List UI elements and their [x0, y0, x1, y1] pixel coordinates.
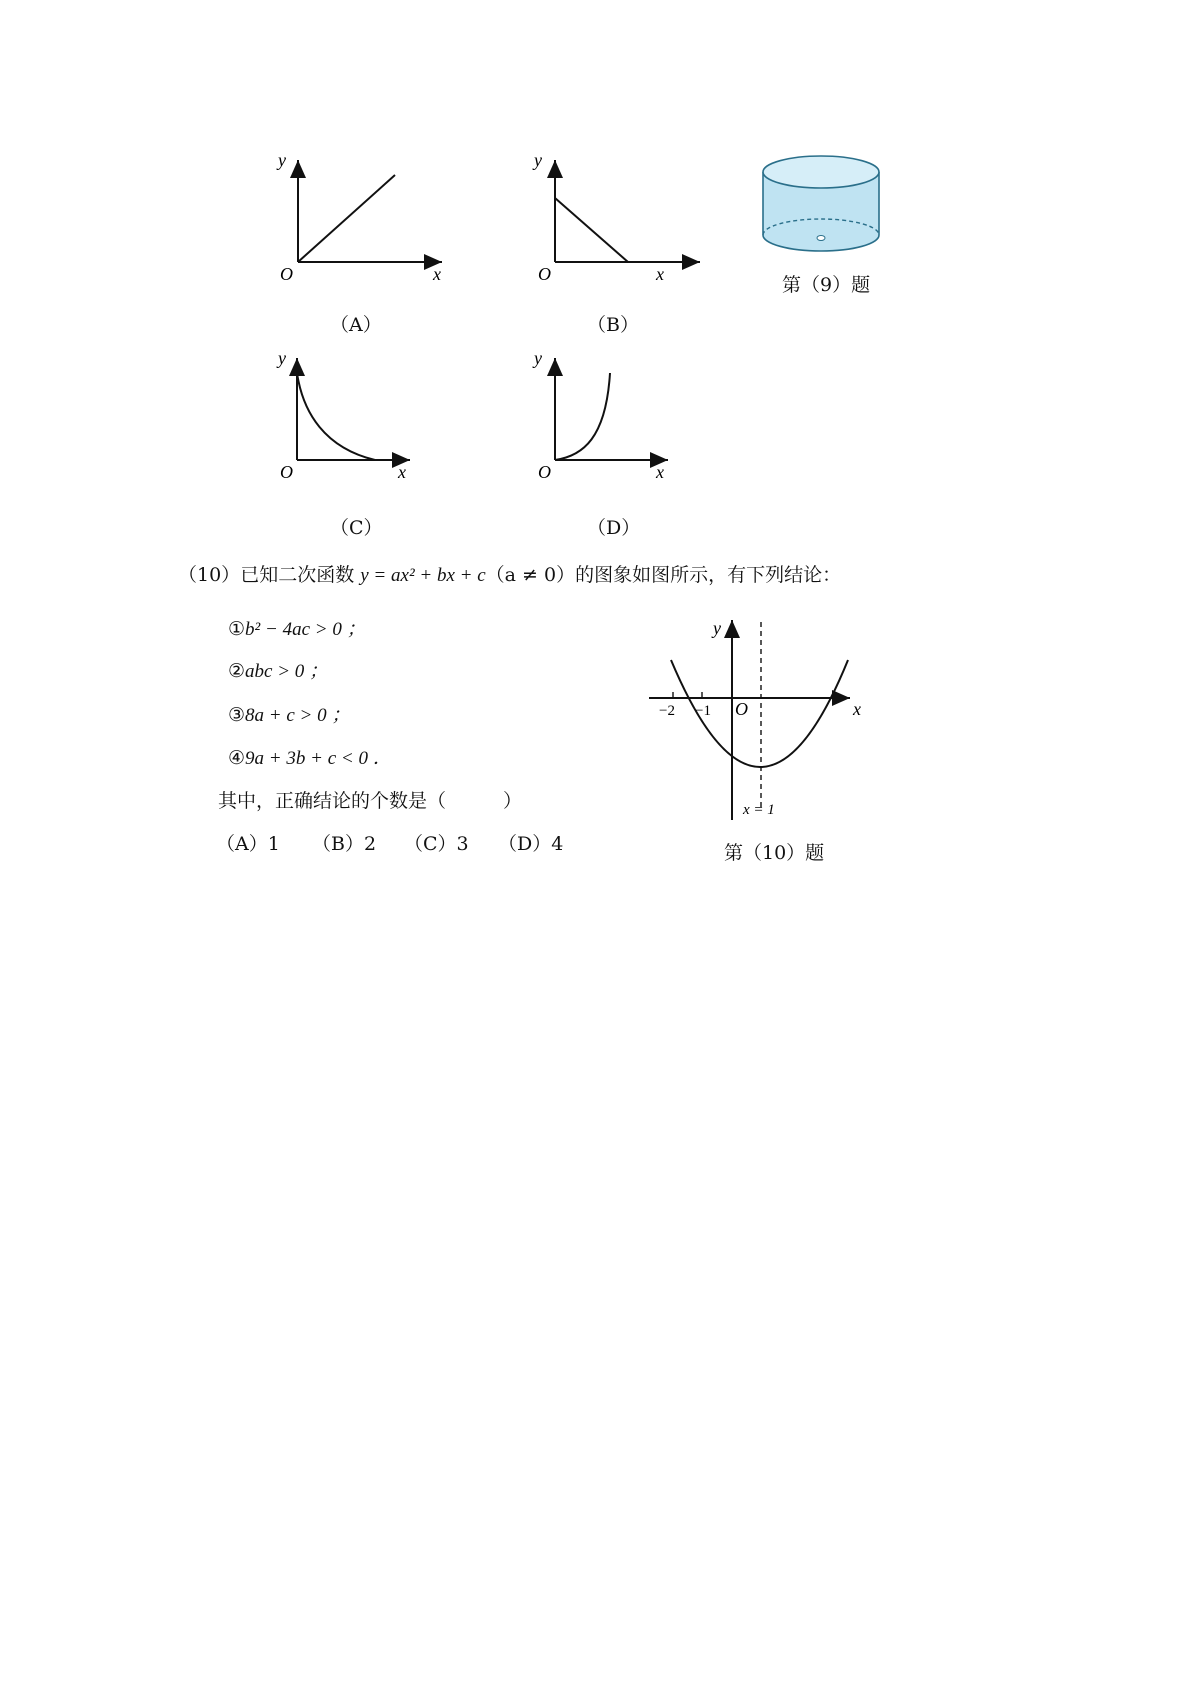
- conclusion-text: abc > 0 ；: [245, 661, 329, 682]
- origin-label: O: [735, 699, 748, 719]
- x-label: x: [656, 462, 664, 482]
- cylinder-figure: [745, 150, 895, 260]
- q10-figure-caption: 第（10）题: [724, 842, 825, 864]
- q10-stem-after: 的图象如图所示，有下列结论：: [575, 564, 842, 586]
- conclusion-mark: ④: [228, 747, 246, 769]
- x-label: x: [853, 699, 861, 719]
- conclusion-4: [228, 743, 392, 770]
- conclusion-text: b² − 4ac > 0 ；: [245, 619, 366, 640]
- x-label: x: [656, 264, 664, 284]
- option-b[interactable]: （B）2: [312, 833, 377, 855]
- option-c[interactable]: （C）3: [404, 833, 469, 855]
- y-label: y: [713, 618, 721, 638]
- x-label: x: [433, 264, 441, 284]
- option-a[interactable]: （A）1: [216, 833, 280, 855]
- origin-label: O: [538, 462, 551, 482]
- conclusion-text: 8a + c > 0 ；: [245, 705, 351, 726]
- graph-b: [528, 150, 708, 295]
- q10-equation: y = ax² + bx + c: [360, 565, 486, 586]
- conclusion-1: [228, 614, 366, 641]
- q10-stem: [178, 560, 841, 587]
- symmetry-label: x = 1: [743, 802, 775, 818]
- graph-b-curve: [555, 198, 628, 262]
- q10-stem-before: 已知二次函数: [240, 564, 355, 586]
- origin-label: O: [280, 462, 293, 482]
- q10-parabola-figure: [645, 612, 875, 827]
- origin-label: O: [280, 264, 293, 284]
- x-label: x: [398, 462, 406, 482]
- graph-a-label: （A）: [330, 314, 382, 336]
- conclusion-text: 9a + 3b + c < 0 ．: [245, 748, 392, 769]
- graph-a: [270, 150, 450, 295]
- conclusion-mark: ②: [228, 660, 246, 682]
- graph-c: [270, 348, 450, 493]
- conclusion-3: [228, 700, 350, 727]
- y-label: y: [278, 348, 286, 368]
- q10-number: （10）: [178, 564, 241, 586]
- graph-d-label: （D）: [587, 517, 641, 539]
- graph-d: [528, 348, 708, 493]
- graph-a-curve: [298, 175, 395, 262]
- tick-label-neg1: −1: [695, 703, 711, 719]
- graph-c-label: （C）: [330, 517, 383, 539]
- graph-c-curve: [297, 373, 375, 460]
- q9-figure-caption: 第（9）题: [782, 274, 871, 296]
- conclusion-mark: ③: [228, 704, 246, 726]
- q10-question: 其中，正确结论的个数是（ ）: [218, 790, 523, 812]
- graph-d-curve: [555, 373, 610, 460]
- cylinder-top: [763, 156, 879, 188]
- graph-b-label: （B）: [587, 314, 639, 336]
- q10-condition: （a ≠ 0）: [485, 564, 576, 586]
- y-label: y: [534, 348, 542, 368]
- conclusion-2: [228, 656, 328, 683]
- origin-label: O: [538, 264, 551, 284]
- y-label: y: [278, 150, 286, 170]
- y-label: y: [534, 150, 542, 170]
- tick-label-neg2: −2: [659, 703, 675, 719]
- cylinder-hole: [817, 236, 825, 241]
- option-d[interactable]: （D）4: [498, 833, 564, 855]
- conclusion-mark: ①: [228, 618, 246, 640]
